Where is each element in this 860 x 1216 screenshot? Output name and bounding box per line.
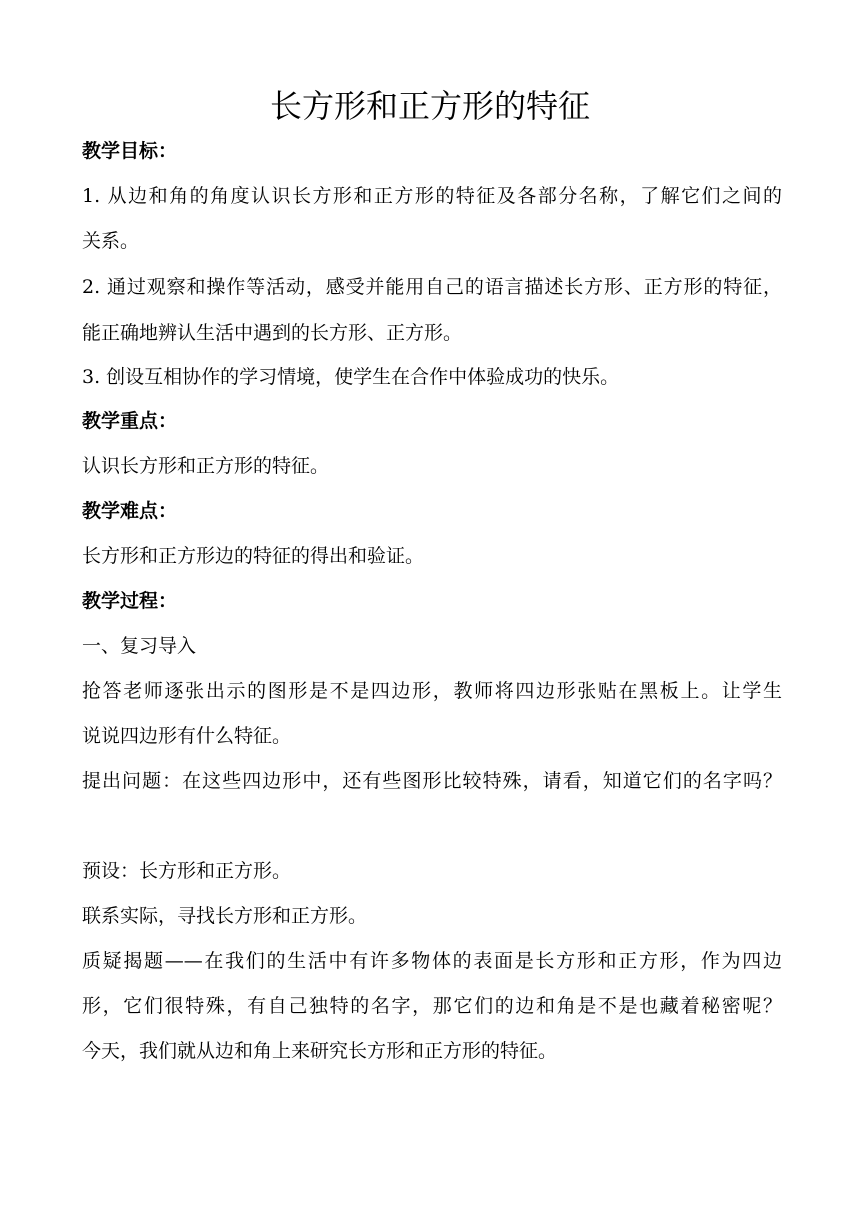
paragraph-2-line-1: 质疑揭题——在我们的生活中有许多物体的表面是长方形和正方形，作为四边: [82, 950, 782, 972]
paragraph-2-line-3: 今天，我们就从边和角上来研究长方形和正方形的特征。: [82, 1040, 558, 1062]
paragraph-1-line-2: 说说四边形有什么特征。: [82, 725, 292, 747]
heading-difficult-points: 教学难点：: [82, 500, 178, 522]
heading-teaching-process: 教学过程：: [82, 590, 178, 612]
heading-teaching-goals: 教学目标：: [82, 140, 178, 162]
key-points-text: 认识长方形和正方形的特征。: [82, 455, 330, 477]
paragraph-1-line-1: 抢答老师逐张出示的图形是不是四边形，教师将四边形张贴在黑板上。让学生: [82, 680, 782, 702]
paragraph-2-line-2: 形，它们很特殊，有自己独特的名字，那它们的边和角是不是也藏着秘密呢？: [82, 995, 782, 1017]
preset-answer: 预设：长方形和正方形。: [82, 860, 292, 882]
difficult-points-text: 长方形和正方形边的特征的得出和验证。: [82, 545, 425, 567]
heading-key-points: 教学重点：: [82, 410, 178, 432]
document-title: 长方形和正方形的特征: [269, 87, 590, 125]
goal-3: 3. 创设互相协作的学习情境，使学生在合作中体验成功的快乐。: [82, 366, 620, 388]
real-life-link: 联系实际，寻找长方形和正方形。: [82, 905, 368, 927]
section-1-title: 一、复习导入: [82, 635, 197, 657]
goal-1-line-1: 1. 从边和角的角度认识长方形和正方形的特征及各部分名称，了解它们之间的: [82, 185, 782, 207]
goal-2-line-2: 能正确地辨认生活中遇到的长方形、正方形。: [82, 322, 463, 344]
goal-1-line-2: 关系。: [82, 230, 140, 252]
goal-2-line-1: 2. 通过观察和操作等活动，感受并能用自己的语言描述长方形、正方形的特征，: [82, 276, 782, 298]
question-line: 提出问题：在这些四边形中，还有些图形比较特殊，请看，知道它们的名字吗？: [82, 770, 782, 792]
